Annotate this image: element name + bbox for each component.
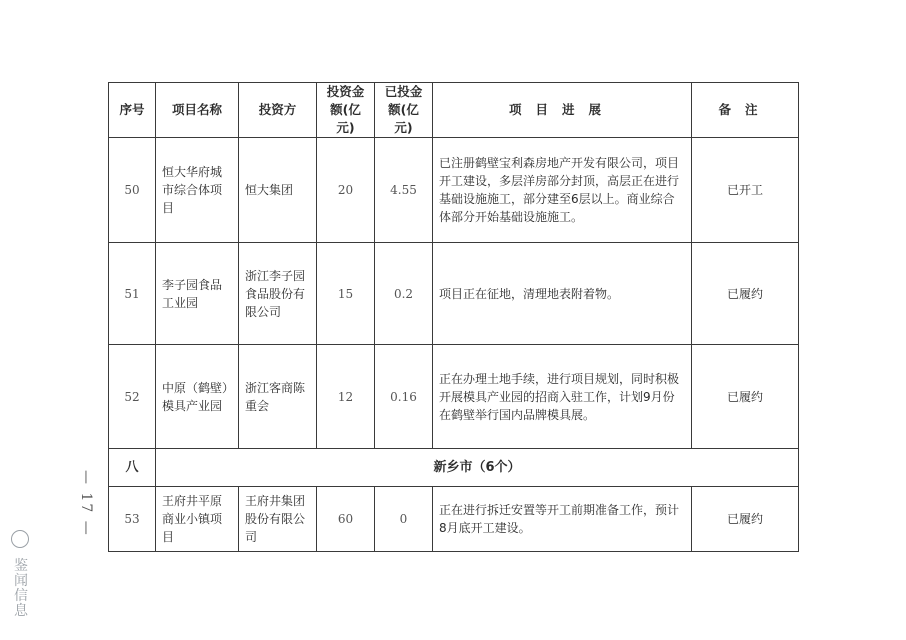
- page-number: — 17 —: [78, 470, 94, 537]
- table-header-row: [109, 83, 799, 138]
- cell-amount: 60: [317, 487, 375, 552]
- cell-investor: 王府井集团股份有限公司: [239, 487, 317, 552]
- header-seq: 序号: [109, 83, 156, 138]
- cell-invested: 0.16: [375, 345, 433, 449]
- cell-note: 已履约: [692, 243, 799, 345]
- header-progress: 项目进展: [433, 83, 692, 138]
- table-row: [109, 138, 799, 243]
- cell-project-name: 王府井平原商业小镇项目: [156, 487, 239, 552]
- cell-project-name: 恒大华府城市综合体项目: [156, 138, 239, 243]
- cell-progress: 正在进行拆迁安置等开工前期准备工作，预计8月底开工建设。: [433, 487, 692, 552]
- watermark: [10, 530, 30, 617]
- cell-project-name: 中原（鹤壁）模具产业园: [156, 345, 239, 449]
- cell-amount: 12: [317, 345, 375, 449]
- cell-invested: 0.2: [375, 243, 433, 345]
- cell-invested: 4.55: [375, 138, 433, 243]
- cell-note: 已履约: [692, 345, 799, 449]
- cell-progress: 正在办理土地手续，进行项目规划，同时积极开展模具产业园的招商入驻工作，计划9月份在鹤壁举行国内品牌模具展。: [433, 345, 692, 449]
- cell-progress: 已注册鹤壁宝利森房地产开发有限公司，项目开工建设，多层洋房部分封顶，高层正在进行基础设施施工，部分建至6层以上。商业综合体部分开始基础设施施工。: [433, 138, 692, 243]
- table-row: [109, 243, 799, 345]
- cell-seq: 51: [109, 243, 156, 345]
- project-table: [108, 82, 799, 552]
- header-project-name: 项目名称: [156, 83, 239, 138]
- watermark-text: 鉴闻信息: [12, 557, 28, 618]
- section-row: [109, 449, 799, 487]
- cell-project-name: 李子园食品工业园: [156, 243, 239, 345]
- header-invested: 已投金额(亿元): [375, 83, 433, 138]
- header-investor: 投资方: [239, 83, 317, 138]
- cell-amount: 20: [317, 138, 375, 243]
- cell-investor: 浙江客商陈重会: [239, 345, 317, 449]
- header-note: 备注: [692, 83, 799, 138]
- section-title: 新乡市（6个）: [156, 449, 799, 487]
- section-label: 八: [109, 449, 156, 487]
- cell-progress: 项目正在征地，清理地表附着物。: [433, 243, 692, 345]
- table-row: [109, 345, 799, 449]
- cell-note: 已开工: [692, 138, 799, 243]
- cell-seq: 50: [109, 138, 156, 243]
- table-row: [109, 487, 799, 552]
- cell-seq: 52: [109, 345, 156, 449]
- cell-investor: 恒大集团: [239, 138, 317, 243]
- cell-invested: 0: [375, 487, 433, 552]
- cell-investor: 浙江李子园食品股份有限公司: [239, 243, 317, 345]
- header-amount: 投资金额(亿元): [317, 83, 375, 138]
- watermark-logo-icon: [11, 530, 29, 548]
- cell-note: 已履约: [692, 487, 799, 552]
- cell-seq: 53: [109, 487, 156, 552]
- cell-amount: 15: [317, 243, 375, 345]
